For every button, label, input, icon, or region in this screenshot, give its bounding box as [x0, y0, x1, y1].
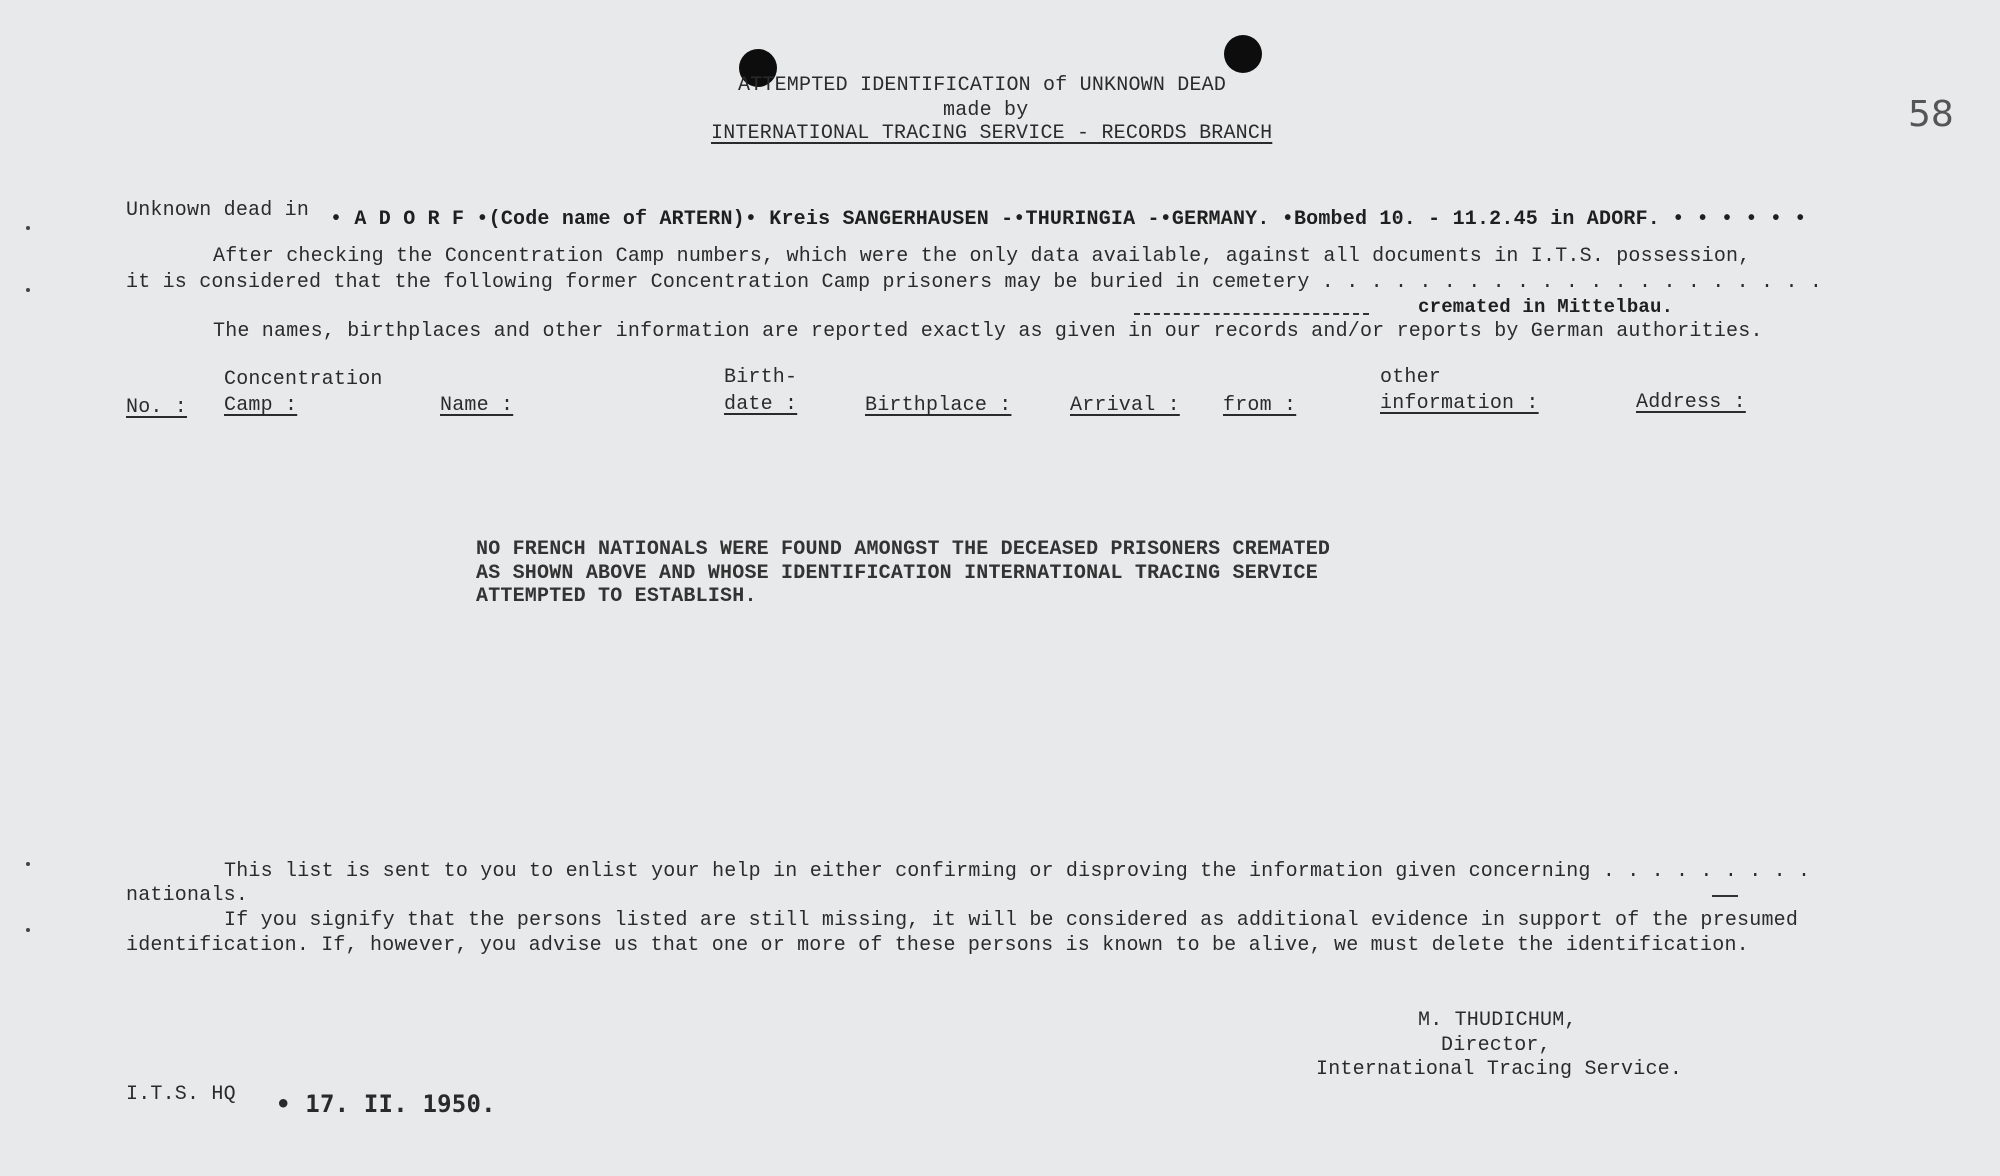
closing-line-3: If you signify that the persons listed are still missing, it will be considered as additional evidence in support of the presumed	[224, 909, 1799, 932]
date-stamp: • 17. II. 1950.	[276, 1090, 496, 1118]
column-header-no: No. :	[126, 396, 188, 419]
margin-mark	[26, 226, 30, 230]
margin-mark	[26, 928, 30, 932]
column-header-birthdate-line-2: date :	[724, 393, 798, 416]
column-header-arrival: Arrival :	[1070, 394, 1180, 417]
column-header-camp-line-2: Camp :	[224, 394, 298, 417]
notice-line-2: AS SHOWN ABOVE AND WHOSE IDENTIFICATION INTERNATIONAL TRACING SERVICE	[476, 562, 1318, 585]
column-header-birthdate-line-1: Birth-	[724, 366, 798, 389]
closing-line-1: This list is sent to you to enlist your help in either confirming or disproving the information given concerning . . . . . . . . .	[224, 860, 1811, 883]
margin-mark	[26, 288, 30, 292]
closing-line-4: identification. If, however, you advise us that one or more of these persons is known to be alive, we must delete the identification.	[126, 934, 1749, 957]
column-header-name: Name :	[440, 394, 514, 417]
page-number: 58	[1908, 94, 1954, 135]
unknown-dead-label: Unknown dead in	[126, 199, 310, 222]
margin-mark	[26, 862, 30, 866]
notice-line-1: NO FRENCH NATIONALS WERE FOUND AMONGST THE DECEASED PRISONERS CREMATED	[476, 538, 1331, 561]
paragraph-2: The names, birthplaces and other information are reported exactly as given in our records and/or reports by German authorities.	[213, 320, 1763, 343]
punch-hole-right	[1224, 35, 1262, 73]
paragraph-1-line-2: it is considered that the following former Concentration Camp prisoners may be buried in cemetery . . . . . . . . . . . . . . . . . . . . .	[126, 271, 1823, 294]
paragraph-1-line-1: After checking the Concentration Camp numbers, which were the only data available, against all documents in I.T.S. possession,	[213, 245, 1751, 268]
signature-title: Director,	[1441, 1034, 1551, 1057]
title-line-1: ATTEMPTED IDENTIFICATION of UNKNOWN DEAD	[738, 74, 1227, 97]
column-header-birthplace: Birthplace :	[865, 394, 1012, 417]
closing-line-2: nationals.	[126, 884, 249, 907]
column-header-camp-line-1: Concentration	[224, 368, 383, 391]
title-line-2: made by	[943, 99, 1029, 122]
column-header-from: from :	[1223, 394, 1297, 417]
signature-organization: International Tracing Service.	[1316, 1058, 1683, 1081]
cemetery-blank-line	[1134, 313, 1369, 315]
signature-name: M. THUDICHUM,	[1418, 1009, 1577, 1032]
footer-office: I.T.S. HQ	[126, 1083, 236, 1106]
column-header-other-line-2: information :	[1380, 392, 1539, 415]
notice-line-3: ATTEMPTED TO ESTABLISH.	[476, 585, 757, 608]
location-line: • A D O R F •(Code name of ARTERN)• Kreis SANGERHAUSEN -•THURINGIA -•GERMANY. •Bombed 10. - 11.2.45 in ADORF. • • • • • •	[330, 208, 1807, 231]
column-header-other-line-1: other	[1380, 366, 1442, 389]
nationals-blank-mark	[1712, 895, 1738, 897]
cemetery-note: cremated in Mittelbau.	[1418, 296, 1674, 318]
title-line-3: INTERNATIONAL TRACING SERVICE - RECORDS BRANCH	[711, 122, 1273, 145]
column-header-address: Address :	[1636, 391, 1746, 414]
